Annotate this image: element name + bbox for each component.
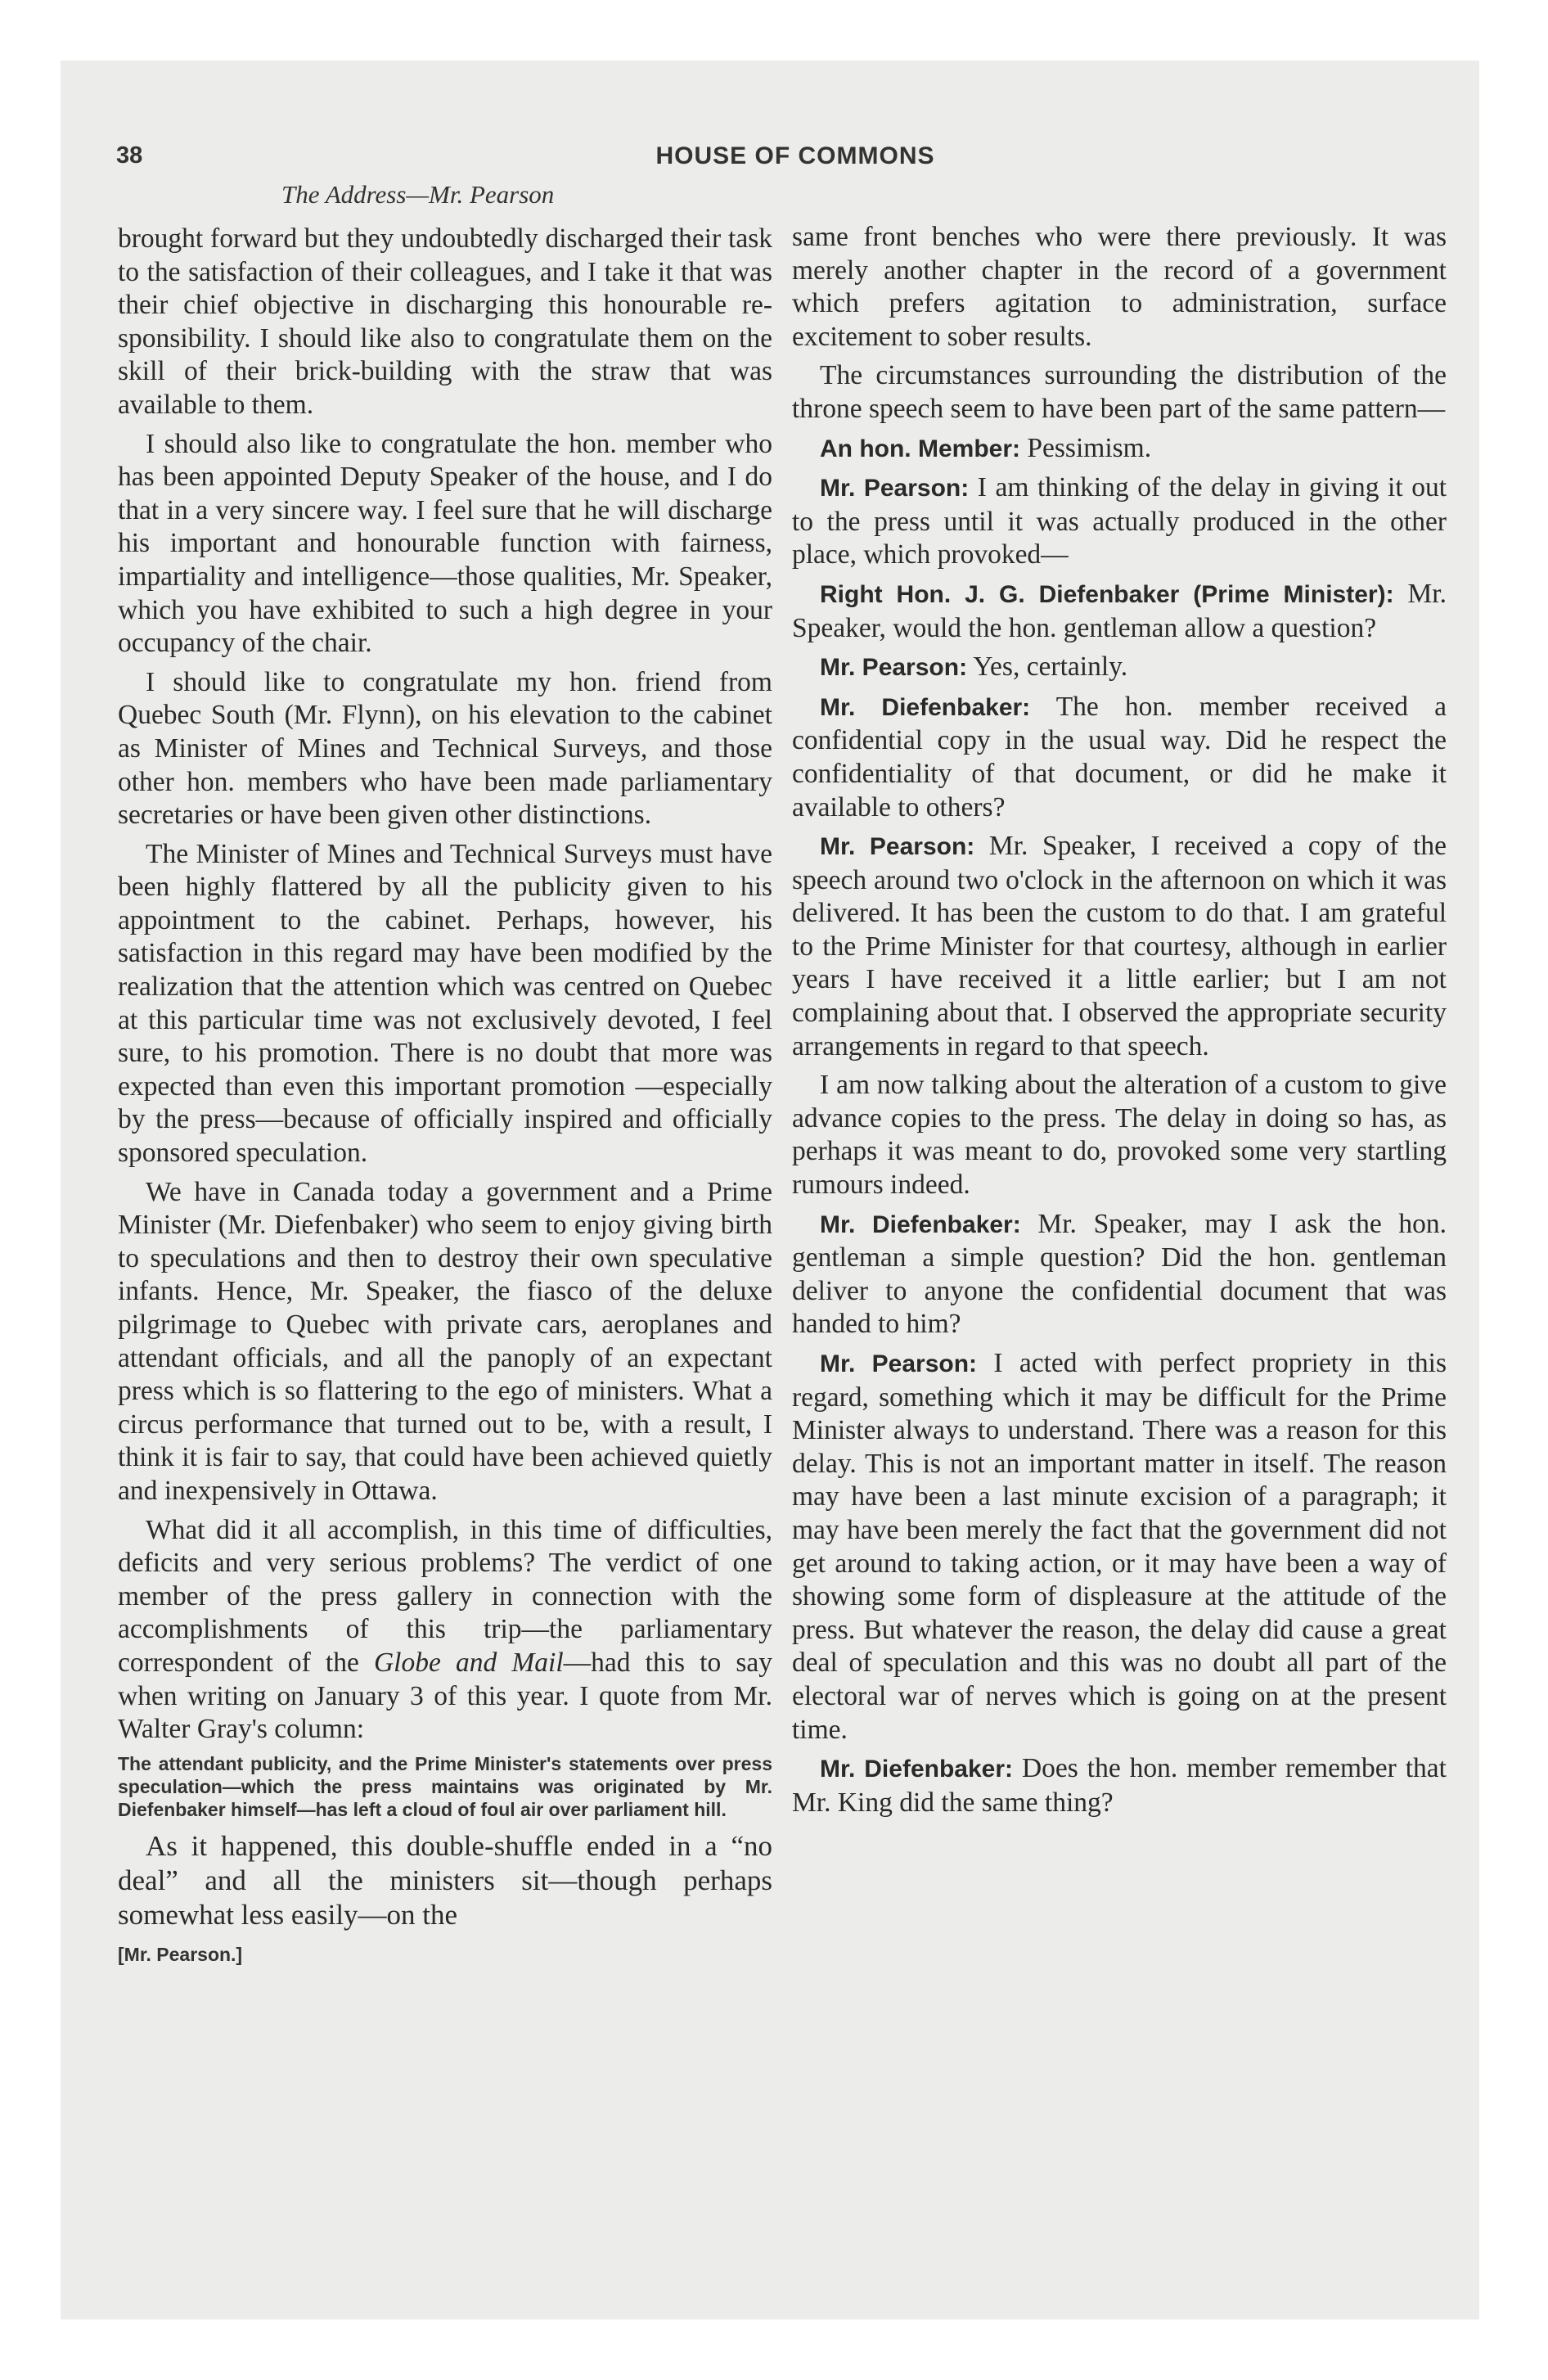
speech: Mr. Diefenbaker: Mr. Speaker, may I ask the hon. gentleman a simple question? Did the hon. gentleman deliver to anyone the confidential document that was handed to him?: [792, 1208, 1447, 1340]
paragraph: I am now talking about the alteration of a custom to give advance copies to the press. The delay in doing so has, as perhaps it was meant to do, provoked some very startling rumours indeed.: [792, 1070, 1447, 1201]
paragraph: We have in Canada today a government and a Prime Minister (Mr. Diefenbaker) who seem to enjoy giving birth to speculations and then to destroy their own speculative infants. Hence, Mr. Speaker, the fiasco of the deluxe pilgrimage to Quebec with private cars, aeroplanes and attendant officials, and all the panoply of an expectant press which is so flattering to the ego of ministers. What a circus performance that turned out to be, with a result, I think it is fair to say, that could have been achieved quietly and inexpensively in Ottawa.: [118, 1176, 772, 1506]
speaker-name: Mr. Pearson:: [820, 475, 970, 503]
speaker-name: Mr. Pearson:: [820, 1350, 978, 1377]
speech: Mr. Pearson: Yes, certainly.: [820, 651, 1128, 683]
paragraph: I should like to congratulate my hon. friend from Quebec South (Mr. Flynn), on his elevation to the cabinet as Minister of Mines and Technical Surveys, and those other hon. members who have been made parliamentary secretaries or have been given other distinctions.: [118, 666, 772, 831]
speech: Mr. Diefenbaker: The hon. member received a confidential copy in the usual way. Did he respect the confidentiality of that document, or did he make it available to others?: [792, 691, 1447, 823]
speaker-name: An hon. Member:: [820, 435, 1020, 462]
paragraph: brought forward but they undoubtedly discharged their task to the satisfaction of their colleagues, and I take it that was their chief objective in discharging this honourable responsibility. I should like also to congratulate them on the skill of their brick-building with the straw that was available to them.: [118, 223, 772, 420]
speaker-name: Mr. Pearson:: [820, 654, 968, 682]
speech: An hon. Member: Pessimism.: [820, 432, 1152, 463]
speech: Right Hon. J. G. Diefenbaker (Prime Minister): Mr. Speaker, would the hon. gentleman allow a question?: [792, 578, 1447, 643]
speaker-name: Mr. Diefenbaker:: [820, 1210, 1021, 1238]
running-head: The Address—Mr. Pearson: [281, 180, 555, 209]
speech: Mr. Pearson: Mr. Speaker, I received a copy of the speech around two o'clock in the afternoon on which it was delivered. It has been the custom to do that. I am grateful to the Prime Minister for that courtesy, although in earlier years I have received it a little earlier; but I am not complaining about that. I observed the appropriate security arrangements in regard to that speech.: [792, 831, 1447, 1062]
speech: Mr. Pearson: I acted with perfect propriety in this regard, something which it may be difficult for the Prime Minister always to understand. There was a reason for this delay. This is not an important matter in itself. The reason may have been a last minute excision of a paragraph; it may have been merely the fact that the government did not get around to taking action, or it may have been a way of showing some form of displeasure at the attitude of the press. But whatever the reason, the delay did cause a great deal of speculation and this was no doubt all part of the electoral war of nerves which is going on at the present time.: [792, 1348, 1447, 1745]
speaker-footer: [Mr. Pearson.]: [118, 1943, 243, 1965]
paragraph: What did it all accomplish, in this time of difficulties, deficits and very serious problems? The verdict of one member of the press gallery in connection with the accomplishments of this trip—the parliamentary correspondent of the Globe and Mail—had this to say when writing on January 3 of this year. I quote from Mr. Walter Gray's column:: [118, 1514, 773, 1745]
page-header: [116, 142, 1474, 183]
paragraph: The Minister of Mines and Technical Surveys must have been highly flattered by all the publicity given to his appointment to the cabinet. Perhaps, however, his satisfaction in this regard may have been modified by the realization that the attention which was centred on Quebec at this particular time was not exclusively devoted, I feel sure, to his promotion. There is no doubt that more was expected than even this important promotion —especially by the press—because of officially inspired and officially sponsored speculation.: [118, 838, 772, 1169]
paragraph: The circumstances surrounding the distribution of the throne speech seem to have been part of the same pattern—: [792, 360, 1447, 424]
document-page: [61, 61, 1479, 2319]
paragraph: I should also like to congratulate the hon. member who has been appointed Deputy Speaker of the house, and I do that in a very sincere way. I feel sure that he will discharge his important and honourable function with fairness, impartiality and intelligence—those qualities, Mr. Speaker, which you have exhibited to such a high degree in your occupancy of the chair.: [118, 428, 772, 659]
speaker-name: Mr. Pearson:: [820, 833, 975, 861]
paragraph: same front benches who were there previously. It was merely another chapter in the record of a government which prefers agitation to administration, surface excitement to sober results.: [792, 222, 1447, 352]
paragraph: As it happened, this double-shuffle ended in a “no deal” and all the ministers sit—though perhaps somewhat less easily—on the: [118, 1829, 772, 1931]
speaker-name: Mr. Diefenbaker:: [820, 1756, 1013, 1783]
block-quote: The attendant publicity, and the Prime Minister's statements over press speculation—which the press maintains was originated by Mr. Diefenbaker himself—has left a cloud of foul air over parliament hill.: [118, 1752, 772, 1820]
speaker-name: Mr. Diefenbaker:: [820, 693, 1031, 721]
speech: Mr. Diefenbaker: Does the hon. member remember that Mr. King did the same thing?: [792, 1753, 1447, 1818]
speaker-name: Right Hon. J. G. Diefenbaker (Prime Minister):: [820, 580, 1394, 608]
newspaper-title: Globe and Mail: [373, 1647, 564, 1678]
left-column: [118, 223, 772, 1977]
page-number: 38: [116, 142, 143, 169]
page-title: HOUSE OF COMMONS: [655, 142, 935, 169]
speech: Mr. Pearson: I am thinking of the delay in giving it out to the press until it was actually produced in the other place, which provoked—: [792, 472, 1447, 570]
right-column: [792, 221, 1447, 1825]
